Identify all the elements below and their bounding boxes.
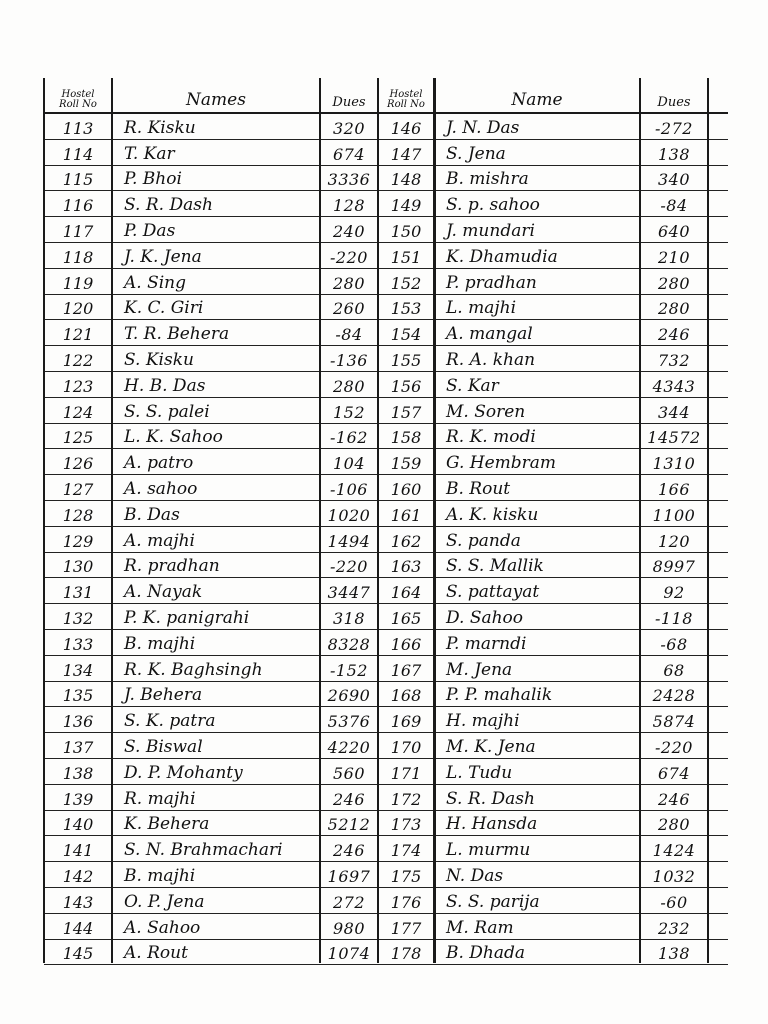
roll-left-cell: 136 bbox=[62, 712, 94, 732]
table-row bbox=[44, 501, 728, 527]
dues-right-cell: -60 bbox=[660, 892, 688, 912]
dues-right-cell: -118 bbox=[655, 608, 693, 628]
name-left-cell: P. Bhoi bbox=[124, 169, 182, 190]
roll-left-cell: 137 bbox=[62, 737, 94, 757]
table-row bbox=[44, 604, 728, 630]
dues-right-cell: -84 bbox=[660, 196, 688, 216]
table-row bbox=[44, 862, 728, 888]
table-row bbox=[44, 836, 728, 862]
dues-left-cell: 980 bbox=[332, 918, 366, 938]
roll-left-cell: 141 bbox=[62, 841, 94, 861]
dues-right-cell: 232 bbox=[657, 918, 691, 938]
column-rule bbox=[43, 78, 45, 963]
name-left-cell: B. majhi bbox=[124, 865, 196, 886]
dues-left-cell: 280 bbox=[332, 376, 366, 396]
roll-right-cell: 155 bbox=[390, 350, 422, 370]
name-left-cell: A. Sahoo bbox=[124, 917, 201, 938]
roll-left-cell: 127 bbox=[62, 479, 94, 499]
roll-left-cell: 135 bbox=[62, 686, 94, 706]
roll-right-cell: 167 bbox=[390, 660, 422, 680]
roll-right-cell: 159 bbox=[390, 454, 422, 474]
table-row bbox=[44, 656, 728, 682]
dues-left-cell: 1020 bbox=[327, 505, 371, 525]
roll-right-cell: 165 bbox=[390, 608, 422, 628]
name-left-cell: S. S. palei bbox=[124, 401, 210, 422]
dues-right-cell: 138 bbox=[657, 144, 691, 164]
dues-right-cell: 5874 bbox=[652, 712, 696, 732]
roll-right-cell: 150 bbox=[390, 221, 422, 241]
table-row bbox=[44, 475, 728, 501]
name-left-cell: K. C. Giri bbox=[124, 298, 204, 319]
name-right-cell: M. Soren bbox=[446, 401, 526, 422]
dues-left-cell: 246 bbox=[332, 789, 366, 809]
table-row bbox=[44, 166, 728, 192]
dues-right-cell: 246 bbox=[657, 789, 691, 809]
column-rule bbox=[319, 78, 321, 963]
roll-right-cell: 157 bbox=[390, 402, 422, 422]
name-right-cell: M. Jena bbox=[446, 659, 513, 680]
name-right-cell: H. majhi bbox=[446, 711, 520, 732]
name-right-cell: B. Dhada bbox=[446, 943, 526, 964]
dues-right-cell: 280 bbox=[657, 299, 691, 319]
name-right-cell: A. mangal bbox=[446, 324, 533, 345]
dues-right-cell: 1032 bbox=[652, 866, 696, 886]
dues-right-cell: 14572 bbox=[647, 428, 701, 448]
table-header bbox=[44, 78, 728, 114]
name-right-cell: G. Hembram bbox=[446, 453, 557, 474]
roll-right-cell: 172 bbox=[390, 789, 422, 809]
table-row bbox=[44, 940, 728, 966]
table-row bbox=[44, 140, 728, 166]
table-row bbox=[44, 811, 728, 837]
name-left-cell: S. R. Dash bbox=[124, 195, 213, 216]
roll-right-cell: 173 bbox=[390, 815, 422, 835]
name-left-cell: T. R. Behera bbox=[124, 324, 230, 345]
dues-left-cell: 5212 bbox=[327, 815, 371, 835]
roll-left-cell: 131 bbox=[62, 583, 94, 603]
table-row bbox=[44, 578, 728, 604]
dues-right-cell: 166 bbox=[657, 479, 691, 499]
roll-right-cell: 177 bbox=[390, 918, 422, 938]
dues-right-cell: 1310 bbox=[652, 454, 696, 474]
dues-right-cell: 68 bbox=[663, 660, 685, 680]
name-right-cell: J. mundari bbox=[446, 220, 535, 241]
name-right-cell: K. Dhamudia bbox=[446, 246, 558, 267]
dues-left-cell: -152 bbox=[330, 660, 368, 680]
roll-left-cell: 115 bbox=[62, 170, 94, 190]
name-left-cell: B. majhi bbox=[124, 633, 196, 654]
dues-left-cell: -84 bbox=[335, 325, 363, 345]
table-row bbox=[44, 733, 728, 759]
table-row bbox=[44, 553, 728, 579]
name-left-cell: A. Sing bbox=[124, 272, 186, 293]
header-roll-left-line1: Hostel bbox=[61, 89, 95, 100]
dues-right-cell: 4343 bbox=[652, 376, 696, 396]
roll-left-cell: 120 bbox=[62, 299, 94, 319]
dues-left-cell: 260 bbox=[332, 299, 366, 319]
roll-left-cell: 118 bbox=[62, 247, 94, 267]
roll-right-cell: 154 bbox=[390, 325, 422, 345]
table-row bbox=[44, 914, 728, 940]
roll-left-cell: 130 bbox=[62, 557, 94, 577]
dues-right-cell: 120 bbox=[657, 531, 691, 551]
roll-right-cell: 170 bbox=[390, 737, 422, 757]
name-right-cell: L. majhi bbox=[446, 298, 517, 319]
roll-left-cell: 138 bbox=[62, 763, 94, 783]
table-row bbox=[44, 191, 728, 217]
dues-left-cell: 128 bbox=[332, 196, 366, 216]
header-roll-right-line2: Roll No bbox=[387, 99, 425, 110]
roll-left-cell: 134 bbox=[62, 660, 94, 680]
dues-left-cell: 104 bbox=[332, 454, 366, 474]
table-row bbox=[44, 424, 728, 450]
name-right-cell: B. Rout bbox=[446, 478, 511, 499]
name-left-cell: A. Nayak bbox=[124, 582, 203, 603]
name-left-cell: R. majhi bbox=[124, 788, 196, 809]
table-row bbox=[44, 630, 728, 656]
dues-left-cell: 3447 bbox=[327, 583, 371, 603]
dues-left-cell: 560 bbox=[332, 763, 366, 783]
roll-right-cell: 153 bbox=[390, 299, 422, 319]
dues-right-cell: 674 bbox=[657, 763, 691, 783]
dues-right-cell: -68 bbox=[660, 634, 688, 654]
name-left-cell: J. K. Jena bbox=[124, 246, 202, 267]
name-left-cell: S. K. patra bbox=[124, 711, 216, 732]
dues-left-cell: -220 bbox=[330, 557, 368, 577]
roll-left-cell: 133 bbox=[62, 634, 94, 654]
name-right-cell: S. Jena bbox=[446, 143, 506, 164]
header-roll-left-line2: Roll No bbox=[59, 99, 97, 110]
name-right-cell: D. Sahoo bbox=[446, 607, 524, 628]
column-rule bbox=[433, 78, 435, 963]
name-left-cell: S. Biswal bbox=[124, 736, 203, 757]
dues-right-cell: 2428 bbox=[652, 686, 696, 706]
roll-right-cell: 158 bbox=[390, 428, 422, 448]
name-left-cell: O. P. Jena bbox=[124, 891, 205, 912]
table-row bbox=[44, 398, 728, 424]
name-right-cell: R. A. khan bbox=[446, 349, 536, 370]
name-left-cell: R. pradhan bbox=[124, 556, 220, 577]
dues-left-cell: -162 bbox=[330, 428, 368, 448]
dues-right-cell: 210 bbox=[657, 247, 691, 267]
dues-right-cell: 246 bbox=[657, 325, 691, 345]
column-rule bbox=[111, 78, 113, 963]
dues-right-cell: 92 bbox=[663, 583, 685, 603]
dues-right-cell: 8997 bbox=[652, 557, 696, 577]
table-row bbox=[44, 269, 728, 295]
roll-left-cell: 122 bbox=[62, 350, 94, 370]
roll-right-cell: 171 bbox=[390, 763, 422, 783]
table-row bbox=[44, 243, 728, 269]
roll-left-cell: 140 bbox=[62, 815, 94, 835]
dues-left-cell: 5376 bbox=[327, 712, 371, 732]
dues-left-cell: -220 bbox=[330, 247, 368, 267]
roll-right-cell: 151 bbox=[390, 247, 422, 267]
name-left-cell: R. K. Baghsingh bbox=[124, 659, 263, 680]
roll-left-cell: 119 bbox=[62, 273, 94, 293]
name-right-cell: S. panda bbox=[446, 530, 521, 551]
table-row bbox=[44, 217, 728, 243]
roll-right-cell: 161 bbox=[390, 505, 422, 525]
table-row bbox=[44, 449, 728, 475]
roll-left-cell: 132 bbox=[62, 608, 94, 628]
name-left-cell: R. Kisku bbox=[124, 117, 196, 138]
roll-left-cell: 142 bbox=[62, 866, 94, 886]
roll-right-cell: 174 bbox=[390, 841, 422, 861]
name-left-cell: L. K. Sahoo bbox=[124, 427, 223, 448]
dues-right-cell: 732 bbox=[657, 350, 691, 370]
name-left-cell: S. N. Brahmachari bbox=[124, 840, 283, 861]
column-rule bbox=[639, 78, 641, 963]
name-right-cell: N. Das bbox=[446, 865, 504, 886]
name-right-cell: L. Tudu bbox=[446, 762, 513, 783]
dues-left-cell: 246 bbox=[332, 841, 366, 861]
table-row bbox=[44, 527, 728, 553]
column-rule bbox=[707, 78, 709, 963]
roll-left-cell: 143 bbox=[62, 892, 94, 912]
header-dues-right: Dues bbox=[657, 95, 691, 110]
roll-left-cell: 117 bbox=[62, 221, 94, 241]
header-name-left: Names bbox=[186, 90, 246, 110]
name-left-cell: K. Behera bbox=[124, 814, 210, 835]
dues-right-cell: 1100 bbox=[652, 505, 696, 525]
dues-left-cell: 3336 bbox=[327, 170, 371, 190]
name-right-cell: S. pattayat bbox=[446, 582, 540, 603]
name-left-cell: P. Das bbox=[124, 220, 176, 241]
roll-left-cell: 121 bbox=[62, 325, 94, 345]
name-left-cell: J. Behera bbox=[124, 685, 203, 706]
roll-right-cell: 176 bbox=[390, 892, 422, 912]
dues-left-cell: 8328 bbox=[327, 634, 371, 654]
name-right-cell: S. Kar bbox=[446, 375, 499, 396]
dues-left-cell: 280 bbox=[332, 273, 366, 293]
dues-right-cell: 1424 bbox=[652, 841, 696, 861]
dues-right-cell: 640 bbox=[657, 221, 691, 241]
dues-left-cell: 1494 bbox=[327, 531, 371, 551]
dues-right-cell: 280 bbox=[657, 815, 691, 835]
roll-right-cell: 168 bbox=[390, 686, 422, 706]
roll-left-cell: 144 bbox=[62, 918, 94, 938]
dues-right-cell: 138 bbox=[657, 944, 691, 964]
dues-left-cell: 674 bbox=[332, 144, 366, 164]
name-left-cell: T. Kar bbox=[124, 143, 175, 164]
roll-left-cell: 114 bbox=[62, 144, 94, 164]
roll-right-cell: 178 bbox=[390, 944, 422, 964]
name-left-cell: A. Rout bbox=[124, 943, 188, 964]
roll-left-cell: 129 bbox=[62, 531, 94, 551]
dues-left-cell: -136 bbox=[330, 350, 368, 370]
name-right-cell: P. P. mahalik bbox=[446, 685, 553, 706]
roll-left-cell: 145 bbox=[62, 944, 94, 964]
roll-right-cell: 164 bbox=[390, 583, 422, 603]
roll-right-cell: 152 bbox=[390, 273, 422, 293]
table-row bbox=[44, 114, 728, 140]
name-right-cell: S. S. parija bbox=[446, 891, 540, 912]
name-right-cell: B. mishra bbox=[446, 169, 529, 190]
name-left-cell: H. B. Das bbox=[124, 375, 206, 396]
name-right-cell: R. K. modi bbox=[446, 427, 536, 448]
header-roll-right-line1: Hostel bbox=[389, 89, 423, 100]
roll-right-cell: 175 bbox=[390, 866, 422, 886]
roll-right-cell: 149 bbox=[390, 196, 422, 216]
dues-right-cell: 280 bbox=[657, 273, 691, 293]
name-left-cell: A. patro bbox=[124, 453, 194, 474]
column-rule bbox=[377, 78, 379, 963]
roll-right-cell: 147 bbox=[390, 144, 422, 164]
dues-left-cell: 1697 bbox=[327, 866, 371, 886]
dues-left-cell: 240 bbox=[332, 221, 366, 241]
dues-left-cell: 152 bbox=[332, 402, 366, 422]
name-right-cell: S. R. Dash bbox=[446, 788, 535, 809]
table-row bbox=[44, 320, 728, 346]
dues-left-cell: 318 bbox=[332, 608, 366, 628]
roll-left-cell: 128 bbox=[62, 505, 94, 525]
roll-right-cell: 162 bbox=[390, 531, 422, 551]
name-right-cell: L. murmu bbox=[446, 840, 531, 861]
dues-left-cell: -106 bbox=[330, 479, 368, 499]
roll-right-cell: 169 bbox=[390, 712, 422, 732]
roll-right-cell: 156 bbox=[390, 376, 422, 396]
name-right-cell: A. K. kisku bbox=[446, 504, 539, 525]
name-left-cell: A. sahoo bbox=[124, 478, 198, 499]
dues-right-cell: 340 bbox=[657, 170, 691, 190]
name-right-cell: S. S. Mallik bbox=[446, 556, 544, 577]
roll-left-cell: 125 bbox=[62, 428, 94, 448]
name-right-cell: M. Ram bbox=[446, 917, 514, 938]
roll-right-cell: 163 bbox=[390, 557, 422, 577]
table-row bbox=[44, 759, 728, 785]
dues-left-cell: 272 bbox=[332, 892, 366, 912]
roll-left-cell: 139 bbox=[62, 789, 94, 809]
dues-right-cell: -220 bbox=[655, 737, 693, 757]
name-left-cell: B. Das bbox=[124, 504, 180, 525]
roll-right-cell: 166 bbox=[390, 634, 422, 654]
name-right-cell: S. p. sahoo bbox=[446, 195, 540, 216]
dues-left-cell: 2690 bbox=[327, 686, 371, 706]
dues-right-cell: -272 bbox=[655, 118, 693, 138]
table-row bbox=[44, 346, 728, 372]
table-body bbox=[44, 114, 728, 965]
name-left-cell: A. majhi bbox=[124, 530, 195, 551]
name-left-cell: S. Kisku bbox=[124, 349, 194, 370]
header-dues-left: Dues bbox=[332, 95, 366, 110]
roll-right-cell: 160 bbox=[390, 479, 422, 499]
dues-left-cell: 4220 bbox=[327, 737, 371, 757]
header-name-right: Name bbox=[511, 90, 563, 110]
name-right-cell: M. K. Jena bbox=[446, 736, 536, 757]
header-roll-right bbox=[378, 78, 434, 112]
dues-left-cell: 320 bbox=[332, 118, 366, 138]
name-left-cell: P. K. panigrahi bbox=[124, 607, 250, 628]
header-roll-left bbox=[44, 78, 112, 112]
name-right-cell: P. pradhan bbox=[446, 272, 537, 293]
roll-left-cell: 126 bbox=[62, 454, 94, 474]
name-right-cell: J. N. Das bbox=[446, 117, 520, 138]
table-row bbox=[44, 707, 728, 733]
dues-table bbox=[44, 78, 728, 965]
table-row bbox=[44, 682, 728, 708]
roll-right-cell: 146 bbox=[390, 118, 422, 138]
name-right-cell: P. marndi bbox=[446, 633, 527, 654]
table-row bbox=[44, 785, 728, 811]
roll-left-cell: 124 bbox=[62, 402, 94, 422]
roll-right-cell: 148 bbox=[390, 170, 422, 190]
dues-right-cell: 344 bbox=[657, 402, 691, 422]
roll-left-cell: 116 bbox=[62, 196, 94, 216]
roll-left-cell: 123 bbox=[62, 376, 94, 396]
name-right-cell: H. Hansda bbox=[446, 814, 538, 835]
table-row bbox=[44, 888, 728, 914]
table-row bbox=[44, 372, 728, 398]
name-left-cell: D. P. Mohanty bbox=[124, 762, 243, 783]
table-row bbox=[44, 295, 728, 321]
roll-left-cell: 113 bbox=[62, 118, 94, 138]
dues-left-cell: 1074 bbox=[327, 944, 371, 964]
